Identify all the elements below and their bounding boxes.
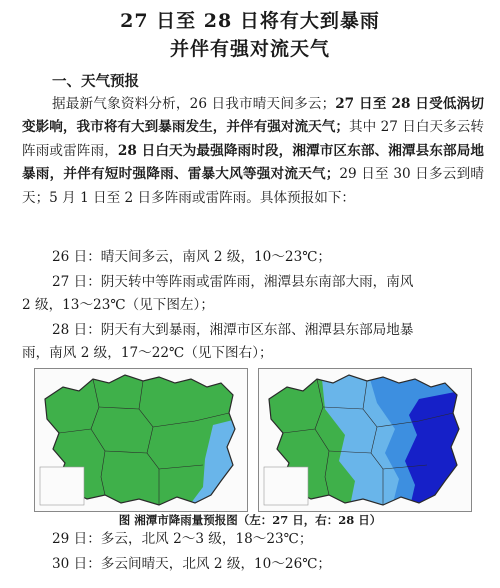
forecast-26: 26 日：晴天间多云，南风 2 级，10～23℃； [52,249,332,265]
forecast-30: 30 日：多云间晴天，北风 2 级，10～26℃； [52,556,332,572]
rainfall-map-27-graphic [35,369,247,511]
section-heading: 一、天气预报 [52,74,139,90]
intro-part2: 27 日至 28 日受低涡切变影响，我市将有大到暴雨发生，并伴有强对流天气； [22,96,484,136]
forecast-28-line2: 雨，南风 2 级，17～22℃（见下图右）； [22,345,273,361]
headline-line1: 27 日至 28 日将有大到暴雨 [120,10,380,32]
forecast-28-line1: 28 日：阴天有大到暴雨，湘潭市区东部、湘潭县东部局地暴 [52,322,414,338]
intro-paragraph [22,93,484,210]
headline-line2: 并伴有强对流天气 [169,38,330,60]
intro-part1: 据最新气象资料分析，26 日我市晴天间多云； [52,96,336,112]
forecast-27-line1: 27 日：阴天转中等阵雨或雷阵雨，湘潭县东南部大雨，南风 [52,274,414,290]
intro-part3: 其中 27 日白天多云转阵雨或雷阵雨， [22,119,484,159]
figure-caption: 图 湘潭市降雨量预报图（左：27 日，右：28 日） [118,513,382,527]
forecast-27-line2: 2 级，13～23℃（见下图左）； [22,297,214,313]
rainfall-map-28 [258,368,472,512]
intro-part5: 29 日至 30 日多云到晴天；5 月 1 日至 2 日多阵雨或雷阵雨。具体预报如下： [22,166,484,206]
forecast-29: 29 日：多云，北风 2～3 级，18～23℃； [52,531,313,547]
rainfall-map-27 [34,368,248,512]
rainfall-maps [34,368,478,510]
rainfall-map-28-graphic [259,369,471,511]
intro-part4: 28 日白天为最强降雨时段，湘潭市区东部、湘潭县东部局地暴雨，并伴有短时强降雨、雷暴大风等强对流天气； [22,142,484,183]
